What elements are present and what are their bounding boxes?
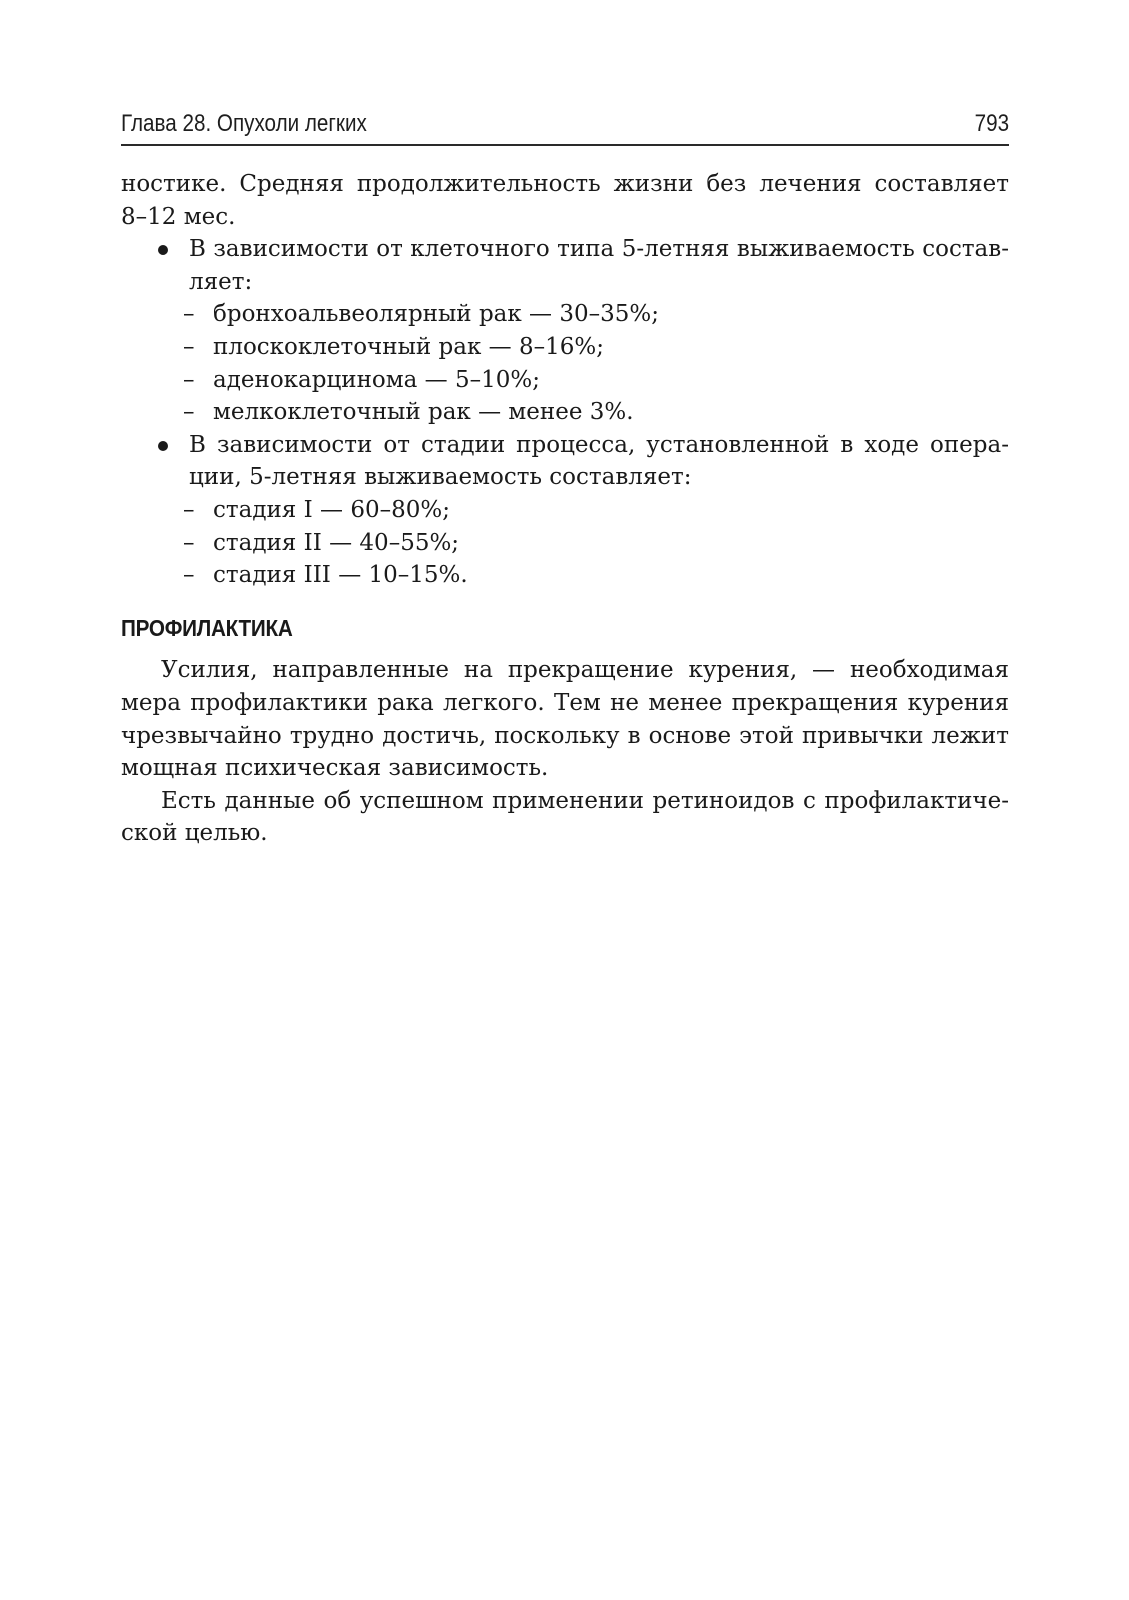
- dash-marker: –: [183, 496, 195, 523]
- prevention-paragraph-2: [121, 785, 1009, 850]
- dash-item-text: стадия III — 10–15%.: [213, 562, 468, 589]
- page-number: 793: [974, 110, 1009, 137]
- dash-marker: –: [183, 562, 195, 589]
- dash-marker: –: [183, 366, 195, 393]
- text-line: Есть данные об успешном применении ретиноидов с профилактиче-: [161, 787, 1009, 814]
- dash-list-item: [121, 331, 1009, 364]
- dash-item-text: аденокарцинома — 5–10%;: [213, 366, 540, 393]
- dash-marker: –: [183, 301, 195, 328]
- dash-list-item: [121, 494, 1009, 527]
- dash-list-item: [121, 559, 1009, 592]
- dash-marker: –: [183, 399, 195, 426]
- intro-paragraph: [121, 168, 1009, 233]
- bullet-line: [121, 429, 1009, 462]
- text-line: Усилия, направленные на прекращение курения, — необходимая: [161, 657, 1009, 684]
- dash-marker: –: [183, 333, 195, 360]
- bullet-item-cell-type: [121, 233, 1009, 429]
- bullet-dot: [158, 441, 168, 451]
- text-line: мера профилактики рака легкого. Тем не менее прекращения курения: [121, 689, 1009, 716]
- text-line: мощная психическая зависимость.: [121, 755, 549, 782]
- bullet-line: [121, 233, 1009, 266]
- dash-list-item: [121, 364, 1009, 397]
- text-line: ностике. Средняя продолжительность жизни без лечения составляет: [121, 171, 1009, 197]
- dash-list-item: [121, 298, 1009, 331]
- dash-marker: –: [183, 529, 195, 556]
- dash-list-item: [121, 396, 1009, 429]
- running-header: [121, 108, 1009, 146]
- bullet-line: ции, 5-летняя выживаемость составляет:: [189, 464, 692, 491]
- dash-list-item: [121, 527, 1009, 560]
- text-line: чрезвычайно трудно достичь, поскольку в основе этой привычки лежит: [121, 722, 1009, 749]
- bullet-text: В зависимости от клеточного типа 5-летняя выживаемость состав-: [189, 236, 1009, 263]
- bullet-text: В зависимости от стадии процесса, установленной в ходе опера-: [189, 431, 1009, 458]
- text-line: ской целью.: [121, 820, 268, 847]
- bullet-line: ляет:: [189, 268, 253, 295]
- prevention-paragraph-1: [121, 654, 1009, 784]
- dash-item-text: плоскоклеточный рак — 8–16%;: [213, 333, 604, 360]
- text-line: 8–12 мес.: [121, 203, 236, 230]
- bullet-item-stage: [121, 429, 1009, 592]
- chapter-title: Глава 28. Опухоли легких: [121, 110, 367, 137]
- dash-item-text: стадия I — 60–80%;: [213, 496, 450, 523]
- dash-item-text: мелкоклеточный рак — менее 3%.: [213, 399, 634, 426]
- page-body: [121, 168, 1009, 850]
- dash-item-text: бронхоальвеолярный рак — 30–35%;: [213, 301, 660, 328]
- dash-item-text: стадия II — 40–55%;: [213, 529, 460, 556]
- bullet-dot: [158, 245, 168, 255]
- section-heading: ПРОФИЛАКТИКА: [121, 614, 293, 641]
